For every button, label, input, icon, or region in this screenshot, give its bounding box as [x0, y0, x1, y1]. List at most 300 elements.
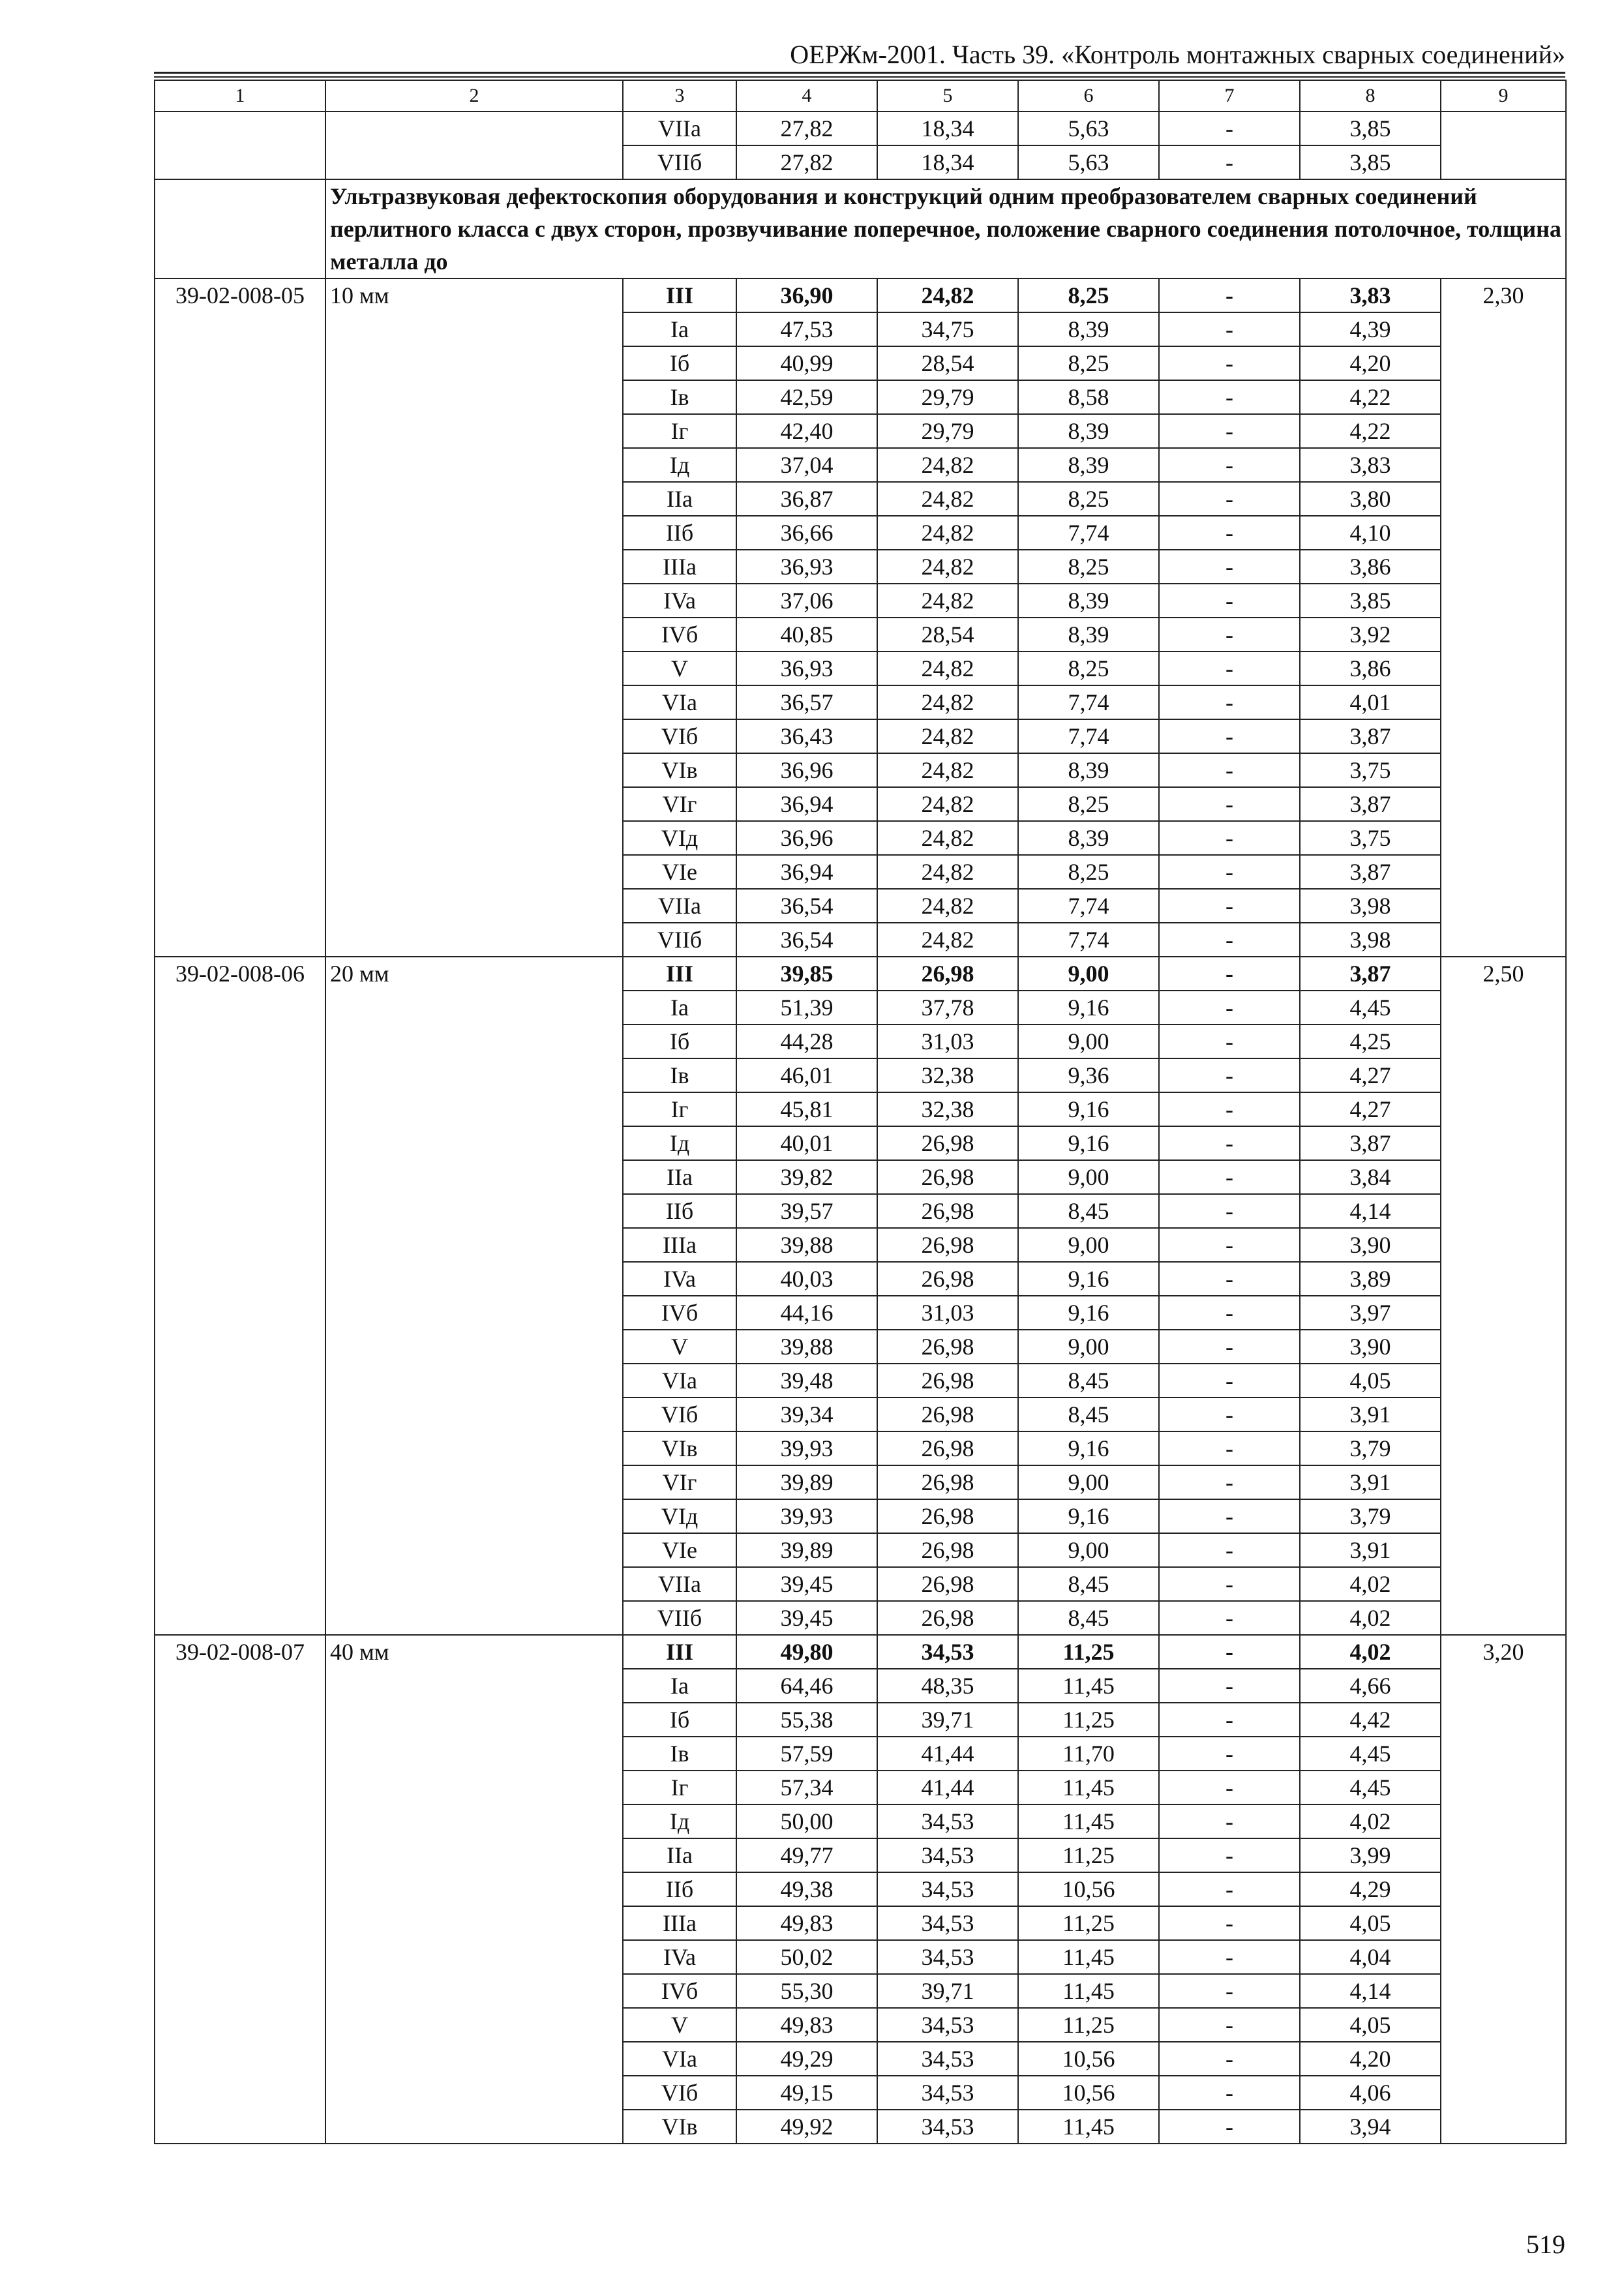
value-cell: 24,82: [877, 550, 1018, 584]
value-cell: 51,39: [736, 991, 877, 1025]
value-cell: 8,25: [1018, 482, 1159, 516]
value-cell: 9,00: [1018, 1465, 1159, 1499]
value-cell: -: [1159, 1737, 1300, 1771]
value-cell: 4,22: [1300, 380, 1441, 414]
value-cell: -: [1159, 685, 1300, 719]
value-cell: -: [1159, 923, 1300, 957]
value-cell: -: [1159, 1058, 1300, 1092]
value-cell: 4,05: [1300, 2008, 1441, 2042]
resource-code: Ia: [623, 1669, 736, 1703]
value-cell: 18,34: [877, 145, 1018, 179]
value-cell: 4,02: [1300, 1804, 1441, 1838]
value-cell: 24,82: [877, 821, 1018, 855]
resource-code: IVб: [623, 1296, 736, 1330]
value-cell: 4,45: [1300, 1737, 1441, 1771]
table-row: [155, 957, 1566, 991]
value-cell: 39,71: [877, 1703, 1018, 1737]
value-cell: -: [1159, 414, 1300, 448]
value-cell: -: [1159, 1872, 1300, 1906]
value-cell: 3,87: [1300, 1126, 1441, 1160]
col-number: 8: [1300, 80, 1441, 112]
value-cell: -: [1159, 346, 1300, 380]
value-cell: -: [1159, 1703, 1300, 1737]
resource-code: VIб: [623, 1398, 736, 1431]
resource-code: Iв: [623, 380, 736, 414]
resource-code: VIa: [623, 2042, 736, 2076]
header-rule-second: [154, 76, 1565, 78]
value-cell: 41,44: [877, 1737, 1018, 1771]
value-cell: 36,94: [736, 855, 877, 889]
value-cell: 9,16: [1018, 1296, 1159, 1330]
value-cell: -: [1159, 651, 1300, 685]
resource-code: Iг: [623, 414, 736, 448]
value-cell: 49,38: [736, 1872, 877, 1906]
resource-code: V: [623, 651, 736, 685]
resource-code: IIб: [623, 1872, 736, 1906]
value-cell: 4,01: [1300, 685, 1441, 719]
value-cell: -: [1159, 1974, 1300, 2008]
col-number: 5: [877, 80, 1018, 112]
value-cell: 7,74: [1018, 516, 1159, 550]
resource-code: IIa: [623, 1838, 736, 1872]
value-cell: 37,78: [877, 991, 1018, 1025]
value-cell: 46,01: [736, 1058, 877, 1092]
resource-code: VIIб: [623, 145, 736, 179]
resource-code: VIв: [623, 1431, 736, 1465]
value-cell: 8,39: [1018, 821, 1159, 855]
value-cell: 40,01: [736, 1126, 877, 1160]
value-cell: 4,22: [1300, 414, 1441, 448]
value-cell: 4,14: [1300, 1194, 1441, 1228]
resource-code: Iд: [623, 1126, 736, 1160]
value-cell: 8,58: [1018, 380, 1159, 414]
value-cell: 3,75: [1300, 753, 1441, 787]
value-cell: 3,79: [1300, 1499, 1441, 1533]
resource-code: V: [623, 2008, 736, 2042]
col9-cell: [1441, 112, 1566, 179]
value-cell: 40,03: [736, 1262, 877, 1296]
value-cell: 49,80: [736, 1635, 877, 1669]
value-cell: 11,25: [1018, 1703, 1159, 1737]
resource-code: Ia: [623, 991, 736, 1025]
resource-code: VIe: [623, 855, 736, 889]
value-cell: 24,82: [877, 278, 1018, 312]
code-cell: [155, 112, 325, 179]
resource-code: III: [623, 278, 736, 312]
value-cell: 45,81: [736, 1092, 877, 1126]
value-cell: 3,87: [1300, 787, 1441, 821]
resource-code: IVa: [623, 1940, 736, 1974]
value-cell: 8,39: [1018, 753, 1159, 787]
resource-code: Iг: [623, 1771, 736, 1804]
value-cell: 8,25: [1018, 346, 1159, 380]
resource-code: IIIa: [623, 550, 736, 584]
value-cell: 8,39: [1018, 312, 1159, 346]
value-cell: 57,34: [736, 1771, 877, 1804]
value-cell: 34,53: [877, 2008, 1018, 2042]
resource-code: VIIб: [623, 1601, 736, 1635]
value-cell: 3,98: [1300, 889, 1441, 923]
value-cell: 3,75: [1300, 821, 1441, 855]
value-cell: 55,30: [736, 1974, 877, 2008]
resource-code: III: [623, 957, 736, 991]
value-cell: 49,29: [736, 2042, 877, 2076]
value-cell: 3,99: [1300, 1838, 1441, 1872]
value-cell: 39,88: [736, 1228, 877, 1262]
resource-code: Iв: [623, 1058, 736, 1092]
value-cell: 36,57: [736, 685, 877, 719]
resource-code: IIIa: [623, 1906, 736, 1940]
value-cell: -: [1159, 516, 1300, 550]
value-cell: 24,82: [877, 923, 1018, 957]
value-cell: 24,82: [877, 889, 1018, 923]
value-cell: -: [1159, 719, 1300, 753]
value-cell: 5,63: [1018, 145, 1159, 179]
resource-code: VIг: [623, 787, 736, 821]
value-cell: 11,25: [1018, 1906, 1159, 1940]
resource-code: IVa: [623, 1262, 736, 1296]
resource-code: Iг: [623, 1092, 736, 1126]
value-cell: -: [1159, 1465, 1300, 1499]
value-cell: 8,39: [1018, 584, 1159, 618]
section-spacer: [155, 179, 325, 278]
value-cell: 40,85: [736, 618, 877, 651]
value-cell: 42,59: [736, 380, 877, 414]
column-number-row: [155, 80, 1566, 112]
value-cell: 34,53: [877, 2076, 1018, 2110]
value-cell: 32,38: [877, 1092, 1018, 1126]
value-cell: 9,16: [1018, 1499, 1159, 1533]
value-cell: 4,02: [1300, 1601, 1441, 1635]
value-cell: 40,99: [736, 346, 877, 380]
page-number: 519: [1526, 2230, 1565, 2259]
value-cell: 34,53: [877, 1940, 1018, 1974]
value-cell: -: [1159, 618, 1300, 651]
value-cell: 36,96: [736, 821, 877, 855]
value-cell: -: [1159, 1160, 1300, 1194]
rate-code: 39-02-008-05: [155, 278, 325, 957]
value-cell: 48,35: [877, 1669, 1018, 1703]
value-cell: 47,53: [736, 312, 877, 346]
value-cell: 27,82: [736, 145, 877, 179]
value-cell: 3,85: [1300, 112, 1441, 145]
value-cell: 9,16: [1018, 1126, 1159, 1160]
value-cell: 4,29: [1300, 1872, 1441, 1906]
value-cell: 39,71: [877, 1974, 1018, 2008]
value-cell: -: [1159, 1669, 1300, 1703]
value-cell: 3,87: [1300, 719, 1441, 753]
col-number: 7: [1159, 80, 1300, 112]
value-cell: -: [1159, 855, 1300, 889]
value-cell: 9,00: [1018, 1533, 1159, 1567]
value-cell: 49,83: [736, 1906, 877, 1940]
table-row: [155, 1635, 1566, 1669]
resource-code: Iд: [623, 448, 736, 482]
value-cell: 11,25: [1018, 1635, 1159, 1669]
value-cell: 28,54: [877, 346, 1018, 380]
header-rule: [154, 72, 1565, 74]
value-cell: -: [1159, 2042, 1300, 2076]
value-cell: -: [1159, 2076, 1300, 2110]
value-cell: -: [1159, 1194, 1300, 1228]
resource-code: Iд: [623, 1804, 736, 1838]
value-cell: 7,74: [1018, 923, 1159, 957]
value-cell: 26,98: [877, 1262, 1018, 1296]
value-cell: 8,45: [1018, 1567, 1159, 1601]
value-cell: 4,05: [1300, 1906, 1441, 1940]
resource-code: VIIa: [623, 889, 736, 923]
value-cell: -: [1159, 2008, 1300, 2042]
value-cell: 36,54: [736, 923, 877, 957]
resource-code: VIIб: [623, 923, 736, 957]
value-cell: 8,25: [1018, 787, 1159, 821]
value-cell: 3,91: [1300, 1398, 1441, 1431]
value-cell: 36,93: [736, 550, 877, 584]
value-cell: 29,79: [877, 380, 1018, 414]
value-cell: 9,00: [1018, 1330, 1159, 1364]
value-cell: 4,20: [1300, 346, 1441, 380]
value-cell: 36,43: [736, 719, 877, 753]
col-number: 2: [325, 80, 623, 112]
value-cell: 4,02: [1300, 1635, 1441, 1669]
value-cell: -: [1159, 1635, 1300, 1669]
value-cell: 9,00: [1018, 1160, 1159, 1194]
value-cell: 26,98: [877, 1126, 1018, 1160]
value-cell: 11,45: [1018, 1940, 1159, 1974]
value-cell: 39,89: [736, 1533, 877, 1567]
value-cell: -: [1159, 1364, 1300, 1398]
value-cell: -: [1159, 1499, 1300, 1533]
value-cell: 44,28: [736, 1025, 877, 1058]
value-cell: 32,38: [877, 1058, 1018, 1092]
col-number: 4: [736, 80, 877, 112]
value-cell: -: [1159, 1533, 1300, 1567]
value-cell: 3,90: [1300, 1330, 1441, 1364]
value-cell: -: [1159, 1025, 1300, 1058]
value-cell: 11,25: [1018, 2008, 1159, 2042]
value-cell: 36,66: [736, 516, 877, 550]
value-cell: 11,25: [1018, 1838, 1159, 1872]
rates-table: [154, 80, 1567, 2144]
value-cell: 3,87: [1300, 855, 1441, 889]
value-cell: -: [1159, 278, 1300, 312]
value-cell: 7,74: [1018, 889, 1159, 923]
value-cell: 4,25: [1300, 1025, 1441, 1058]
section-title: Ультразвуковая дефектоскопия оборудования и конструкций одним преобразователем сварных соединений перлитного класса с двух сторон, прозвучивание поперечное, положение сварного соединения потолочное, толщина металла до: [325, 179, 1566, 278]
value-cell: 57,59: [736, 1737, 877, 1771]
value-cell: 4,06: [1300, 2076, 1441, 2110]
value-cell: 36,54: [736, 889, 877, 923]
value-cell: 4,20: [1300, 2042, 1441, 2076]
thickness-label: 40 мм: [325, 1635, 623, 2144]
resource-code: VIa: [623, 685, 736, 719]
value-cell: 24,82: [877, 448, 1018, 482]
resource-code: VIa: [623, 1364, 736, 1398]
value-cell: 4,14: [1300, 1974, 1441, 2008]
value-cell: 49,15: [736, 2076, 877, 2110]
value-cell: 4,45: [1300, 991, 1441, 1025]
value-cell: 3,91: [1300, 1465, 1441, 1499]
value-cell: 26,98: [877, 1567, 1018, 1601]
value-cell: 36,90: [736, 278, 877, 312]
value-cell: 26,98: [877, 1533, 1018, 1567]
value-cell: 36,93: [736, 651, 877, 685]
value-cell: -: [1159, 1804, 1300, 1838]
value-cell: 34,75: [877, 312, 1018, 346]
value-cell: 24,82: [877, 753, 1018, 787]
resource-code: VIб: [623, 719, 736, 753]
value-cell: -: [1159, 1838, 1300, 1872]
resource-code: IIIa: [623, 1228, 736, 1262]
value-cell: -: [1159, 1092, 1300, 1126]
value-cell: 39,85: [736, 957, 877, 991]
value-cell: 24,82: [877, 787, 1018, 821]
col9-value: 2,30: [1441, 278, 1566, 957]
value-cell: 26,98: [877, 1364, 1018, 1398]
value-cell: 39,48: [736, 1364, 877, 1398]
value-cell: -: [1159, 889, 1300, 923]
value-cell: 34,53: [877, 1635, 1018, 1669]
value-cell: 26,98: [877, 957, 1018, 991]
resource-code: Ia: [623, 312, 736, 346]
resource-code: IVб: [623, 1974, 736, 2008]
resource-code: VIIa: [623, 1567, 736, 1601]
value-cell: 3,86: [1300, 651, 1441, 685]
value-cell: 8,25: [1018, 550, 1159, 584]
value-cell: 34,53: [877, 2042, 1018, 2076]
value-cell: 18,34: [877, 112, 1018, 145]
value-cell: -: [1159, 1906, 1300, 1940]
resource-code: Iб: [623, 1025, 736, 1058]
value-cell: 55,38: [736, 1703, 877, 1737]
value-cell: -: [1159, 1228, 1300, 1262]
value-cell: 39,82: [736, 1160, 877, 1194]
resource-code: Iв: [623, 1737, 736, 1771]
value-cell: -: [1159, 550, 1300, 584]
value-cell: 3,86: [1300, 550, 1441, 584]
resource-code: VIв: [623, 2110, 736, 2144]
col-number: 3: [623, 80, 736, 112]
value-cell: 31,03: [877, 1296, 1018, 1330]
value-cell: -: [1159, 1940, 1300, 1974]
value-cell: 50,02: [736, 1940, 877, 1974]
value-cell: 26,98: [877, 1194, 1018, 1228]
value-cell: 39,93: [736, 1431, 877, 1465]
value-cell: 11,45: [1018, 1974, 1159, 2008]
resource-code: VIe: [623, 1533, 736, 1567]
value-cell: -: [1159, 312, 1300, 346]
value-cell: 24,82: [877, 685, 1018, 719]
resource-code: IIa: [623, 482, 736, 516]
resource-code: III: [623, 1635, 736, 1669]
value-cell: 8,25: [1018, 278, 1159, 312]
value-cell: 4,42: [1300, 1703, 1441, 1737]
value-cell: 8,25: [1018, 651, 1159, 685]
value-cell: 3,98: [1300, 923, 1441, 957]
value-cell: 4,10: [1300, 516, 1441, 550]
value-cell: 34,53: [877, 1872, 1018, 1906]
page-header: ОЕРЖм-2001. Часть 39. «Контроль монтажных сварных соединений»: [790, 40, 1565, 69]
col9-value: 3,20: [1441, 1635, 1566, 2144]
value-cell: 3,90: [1300, 1228, 1441, 1262]
value-cell: 24,82: [877, 651, 1018, 685]
resource-code: IIa: [623, 1160, 736, 1194]
value-cell: 39,45: [736, 1567, 877, 1601]
value-cell: 9,00: [1018, 1025, 1159, 1058]
value-cell: 4,04: [1300, 1940, 1441, 1974]
resource-code: VIд: [623, 821, 736, 855]
value-cell: -: [1159, 448, 1300, 482]
value-cell: 3,80: [1300, 482, 1441, 516]
col9-value: 2,50: [1441, 957, 1566, 1635]
value-cell: 9,16: [1018, 1431, 1159, 1465]
thickness-label: 20 мм: [325, 957, 623, 1635]
value-cell: 4,45: [1300, 1771, 1441, 1804]
value-cell: 3,83: [1300, 448, 1441, 482]
value-cell: 5,63: [1018, 112, 1159, 145]
value-cell: 34,53: [877, 1906, 1018, 1940]
resource-code: Iб: [623, 346, 736, 380]
value-cell: -: [1159, 380, 1300, 414]
value-cell: 3,87: [1300, 957, 1441, 991]
value-cell: 4,02: [1300, 1567, 1441, 1601]
value-cell: 44,16: [736, 1296, 877, 1330]
resource-code: VIд: [623, 1499, 736, 1533]
value-cell: 4,05: [1300, 1364, 1441, 1398]
value-cell: 8,39: [1018, 448, 1159, 482]
value-cell: 26,98: [877, 1431, 1018, 1465]
value-cell: 3,91: [1300, 1533, 1441, 1567]
value-cell: -: [1159, 1296, 1300, 1330]
value-cell: 37,06: [736, 584, 877, 618]
value-cell: 7,74: [1018, 685, 1159, 719]
value-cell: 3,92: [1300, 618, 1441, 651]
value-cell: 39,34: [736, 1398, 877, 1431]
value-cell: 3,85: [1300, 145, 1441, 179]
value-cell: 49,83: [736, 2008, 877, 2042]
resource-code: IIб: [623, 516, 736, 550]
value-cell: -: [1159, 1567, 1300, 1601]
value-cell: 26,98: [877, 1330, 1018, 1364]
desc-cell: [325, 112, 623, 179]
value-cell: -: [1159, 1601, 1300, 1635]
value-cell: 26,98: [877, 1499, 1018, 1533]
value-cell: 31,03: [877, 1025, 1018, 1058]
value-cell: 8,39: [1018, 414, 1159, 448]
value-cell: 36,96: [736, 753, 877, 787]
value-cell: 9,00: [1018, 957, 1159, 991]
value-cell: 24,82: [877, 516, 1018, 550]
value-cell: 36,87: [736, 482, 877, 516]
value-cell: 4,27: [1300, 1058, 1441, 1092]
value-cell: -: [1159, 957, 1300, 991]
value-cell: 37,04: [736, 448, 877, 482]
value-cell: 34,53: [877, 1804, 1018, 1838]
resource-code: IVa: [623, 584, 736, 618]
value-cell: 26,98: [877, 1160, 1018, 1194]
value-cell: -: [1159, 1126, 1300, 1160]
value-cell: 24,82: [877, 719, 1018, 753]
value-cell: 39,89: [736, 1465, 877, 1499]
value-cell: 11,45: [1018, 1771, 1159, 1804]
thickness-label: 10 мм: [325, 278, 623, 957]
value-cell: 39,93: [736, 1499, 877, 1533]
resource-code: V: [623, 1330, 736, 1364]
resource-code: VIб: [623, 2076, 736, 2110]
value-cell: 34,53: [877, 1838, 1018, 1872]
rate-code: 39-02-008-06: [155, 957, 325, 1635]
value-cell: 11,45: [1018, 1669, 1159, 1703]
